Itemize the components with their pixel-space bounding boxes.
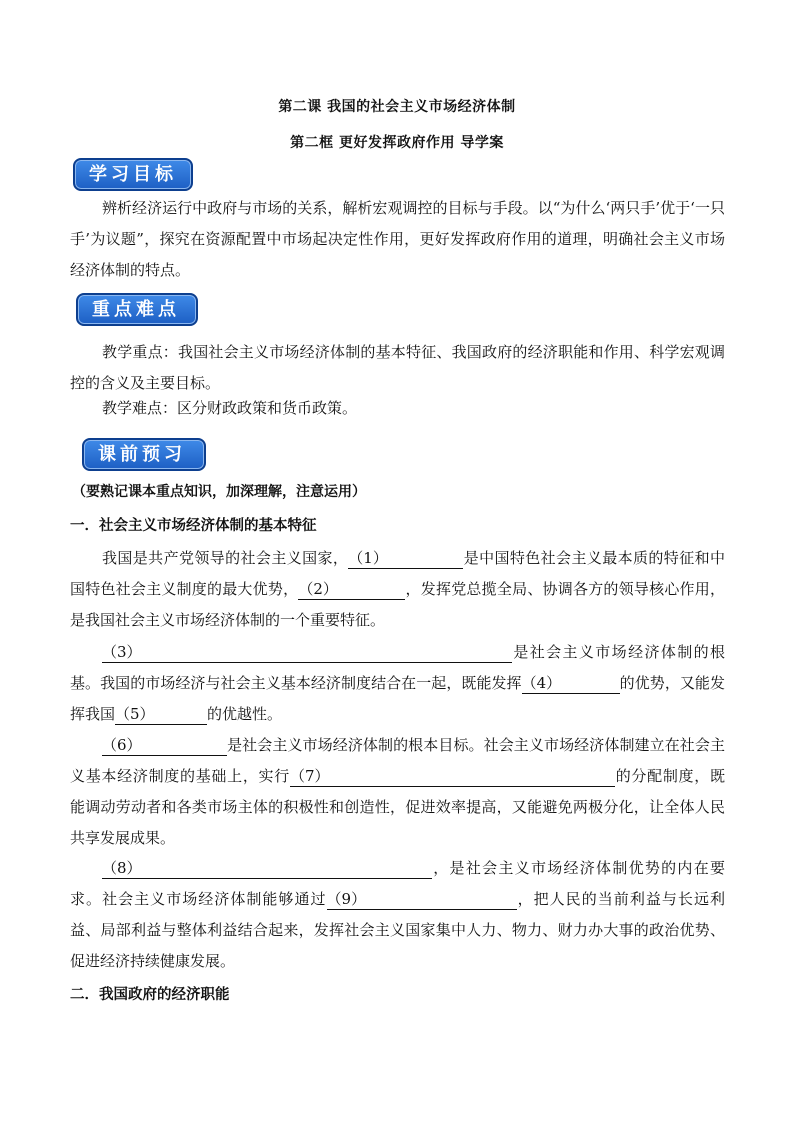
- paragraph-2: [70, 637, 725, 730]
- paragraph-2-text-a: 是社会主义市场经济体制的根基。我国的市场经济与社会主义基本经济制度结合在一起，既能发挥: [70, 643, 725, 692]
- paragraph-3-text-b: 的分配制度，既能调动劳动者和各类市场主体的积极性和创造性，促进效率提高，又能避免两极分化，让全体人民共享发展成果。: [70, 767, 725, 847]
- blank-number-1: （1）: [348, 549, 388, 567]
- fill-blank-4[interactable]: [522, 673, 620, 694]
- blank-number-9: （9）: [326, 890, 367, 908]
- fill-blank-5[interactable]: [115, 704, 207, 725]
- objectives-text: 辨析经济运行中政府与市场的关系，解析宏观调控的目标与手段。以“为什么‘两只手’优于‘一只手’为议题”，探究在资源配置中市场起决定性作用，更好发挥政府作用的道理，明确社会主义市场经济体制的特点。: [70, 199, 725, 279]
- teaching-difficulty-text: 教学难点：区分财政政策和货币政策。: [102, 399, 358, 417]
- fill-blank-6[interactable]: [102, 735, 227, 756]
- teaching-key-points-text: 教学重点：我国社会主义市场经济体制的基本特征、我国政府的经济职能和作用、科学宏观调控的含义及主要目标。: [70, 343, 725, 392]
- blank-number-7: （7）: [289, 767, 330, 785]
- fill-blank-7[interactable]: [290, 766, 615, 787]
- pre-class-preview-badge: 课前预习: [82, 438, 206, 471]
- paragraph-1: [70, 543, 725, 636]
- blank-number-5: （5）: [115, 705, 155, 723]
- blank-number-8: （8）: [102, 859, 142, 877]
- key-difficult-points-badge: 重点难点: [76, 293, 198, 326]
- blank-number-4: （4）: [521, 674, 562, 692]
- blank-number-6: （6）: [102, 736, 142, 754]
- blank-number-2: （2）: [298, 580, 338, 598]
- fill-blank-2[interactable]: [298, 579, 405, 600]
- fill-blank-3[interactable]: [102, 642, 512, 663]
- lesson-title: 第二课 我国的社会主义市场经济体制: [278, 99, 516, 115]
- fill-blank-1[interactable]: [348, 548, 463, 569]
- paragraph-1-text-a: 我国是共产党领导的社会主义国家，: [102, 549, 349, 567]
- paragraph-1-text-b: 是中国特色社会主义最本质的特征和中国特色社会主义制度的最大优势，: [70, 549, 725, 598]
- section-title: 第二框 更好发挥政府作用 导学案: [290, 135, 504, 151]
- paragraph-4-text-a: ，是社会主义市场经济体制优势的内在要求。社会主义市场经济体制能够通过: [70, 859, 725, 908]
- paragraph-4: [70, 853, 725, 977]
- section-2-heading: 二．我国政府的经济职能: [70, 987, 230, 1003]
- fill-blank-8[interactable]: [102, 858, 432, 879]
- section-1-heading: 一．社会主义市场经济体制的基本特征: [70, 518, 317, 534]
- paragraph-3-text-a: 是社会主义市场经济体制的根本目标。社会主义市场经济体制建立在社会主义基本经济制度的基础上，实行: [70, 736, 725, 785]
- paragraph-2-text-b: 的优势，又能发挥我国: [70, 674, 725, 723]
- paragraph-2-text-c: 的优越性。: [207, 705, 283, 723]
- learning-objectives-badge: 学习目标: [73, 158, 193, 191]
- preview-note: （要熟记课本重点知识，加深理解，注意运用）: [72, 484, 366, 500]
- paragraph-4-text-b: ，把人民的当前利益与长远利益、局部利益与整体利益结合起来，发挥社会主义国家集中人力、物力、财力办大事的政治优势、促进经济持续健康发展。: [70, 890, 725, 970]
- fill-blank-9[interactable]: [327, 889, 517, 910]
- paragraph-1-text-c: ，发挥党总揽全局、协调各方的领导核心作用，是我国社会主义市场经济体制的一个重要特征。: [70, 580, 725, 629]
- blank-number-3: （3）: [102, 643, 142, 661]
- paragraph-3: [70, 730, 725, 854]
